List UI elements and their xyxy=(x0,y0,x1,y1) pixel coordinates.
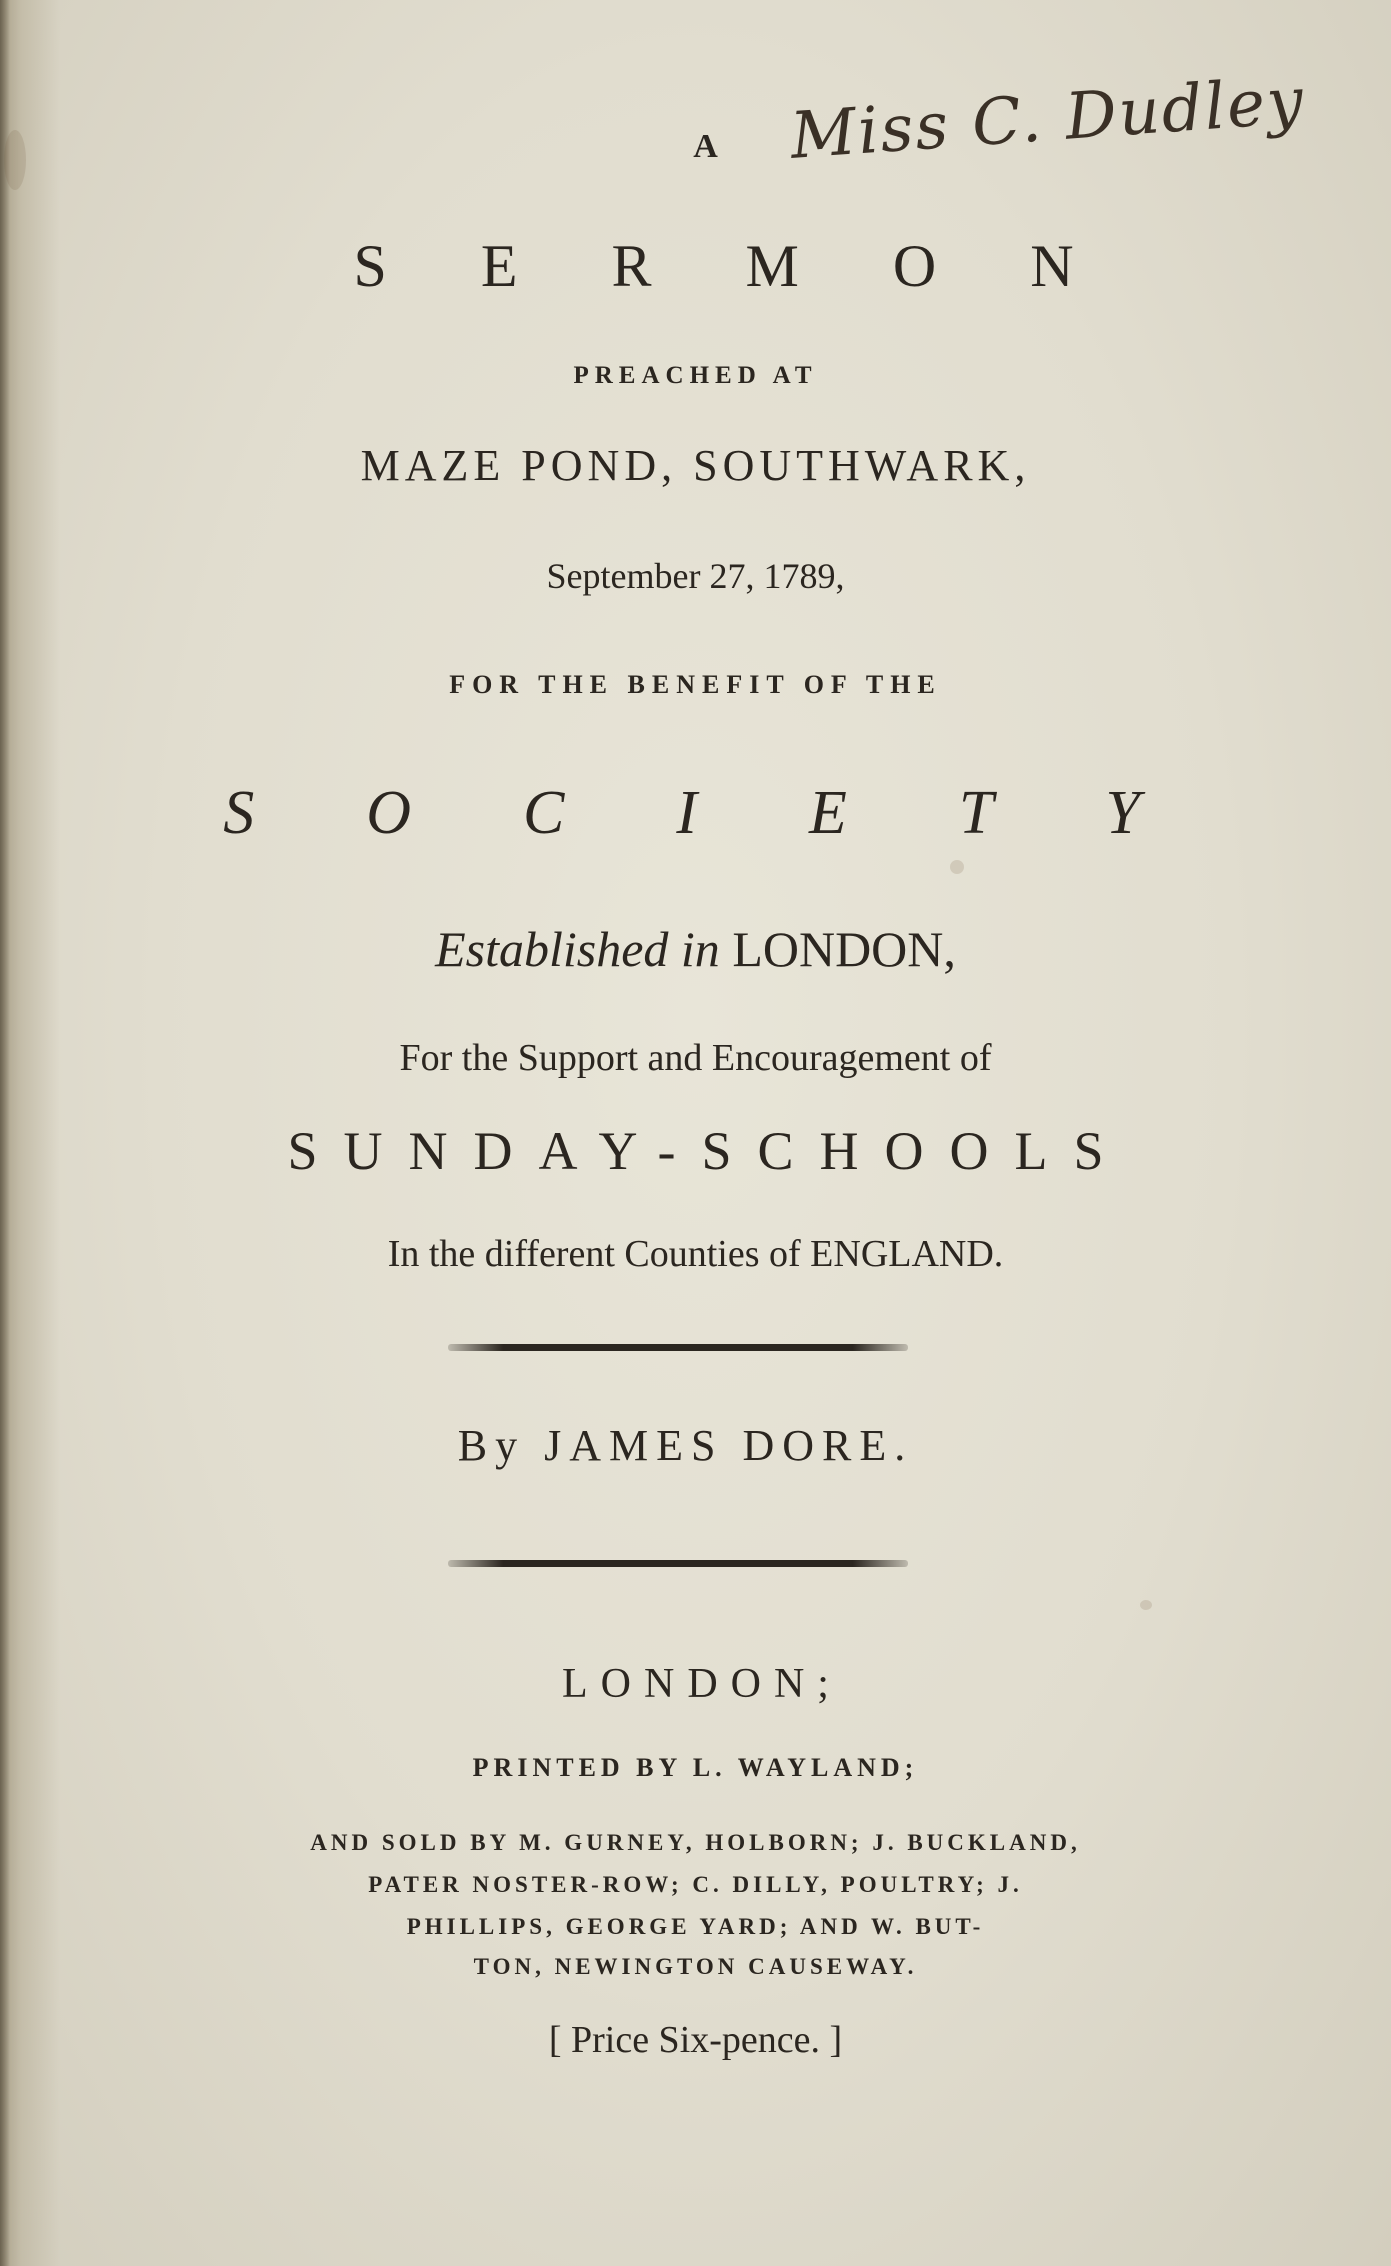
sold-by-line: PATER NOSTER-ROW; C. DILLY, POULTRY; J. xyxy=(368,1872,1023,1897)
sold-by-line: PHILLIPS, GEORGE YARD; AND W. BUT- xyxy=(406,1914,985,1939)
sermon-place: MAZE POND, SOUTHWARK, xyxy=(360,441,1031,490)
preached-at: PREACHED AT xyxy=(573,362,818,389)
society-heading: SOCIETY xyxy=(223,779,1252,847)
printer-line: PRINTED BY L. WAYLAND; xyxy=(472,1753,919,1782)
paper-stain xyxy=(1140,1600,1152,1610)
price-line: [ Price Six-pence. ] xyxy=(548,2019,843,2061)
imprint-city: LONDON; xyxy=(562,1661,842,1707)
title-sermon: SERMON xyxy=(353,233,1168,299)
benefit-line: FOR THE BENEFIT OF THE xyxy=(449,670,942,699)
author-line: By JAMES DORE. xyxy=(457,1421,914,1470)
sold-by-line: AND SOLD BY M. GURNEY, HOLBORN; J. BUCKLAND, xyxy=(310,1830,1081,1855)
support-line: For the Support and Encouragement of xyxy=(399,1037,992,1079)
title-article: A xyxy=(693,128,718,165)
sunday-schools-heading: SUNDAY-SCHOOLS xyxy=(287,1121,1130,1181)
sermon-date: September 27, 1789, xyxy=(546,556,845,596)
paper-stain xyxy=(950,860,964,874)
divider-rule xyxy=(448,1344,908,1351)
divider-rule xyxy=(448,1560,908,1567)
established-city: LONDON, xyxy=(732,921,956,977)
sold-by-line: TON, NEWINGTON CAUSEWAY. xyxy=(473,1954,918,1979)
established-prefix: Established in xyxy=(435,921,720,977)
counties-line: In the different Counties of ENGLAND. xyxy=(387,1233,1004,1275)
established-line xyxy=(0,920,1391,978)
handwritten-signature: Miss C. Dudley xyxy=(788,64,1308,174)
